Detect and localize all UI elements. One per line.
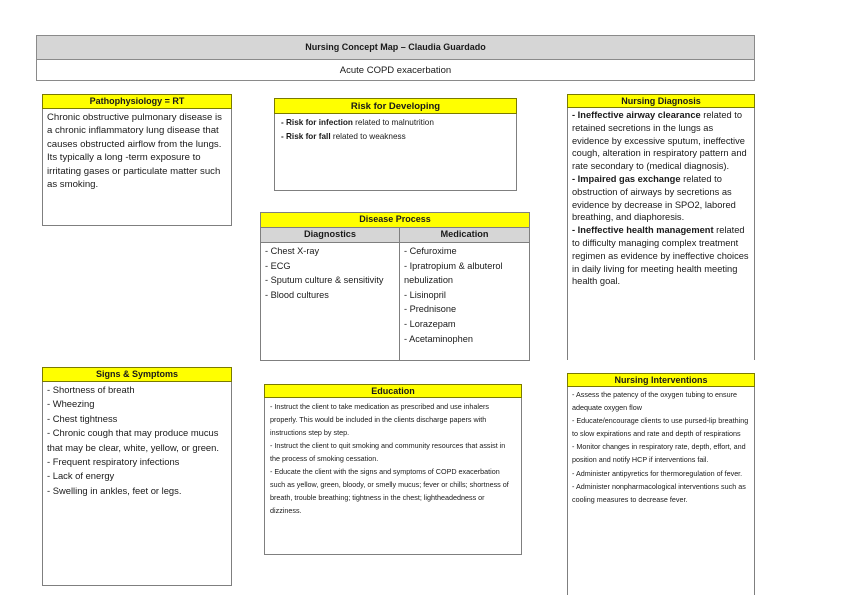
diagnostics-item: - ECG [265,260,291,271]
medication-item: - Ipratropium & albuterol nebulization [404,260,503,286]
diagnostics-list [261,243,399,303]
medication-item: - Lisinopril [404,289,446,300]
symptom-item: - Chronic cough that may produce mucus that may be clear, white, yellow, or green. [47,427,219,453]
nursing-diagnosis-title: Nursing Diagnosis [567,94,755,108]
medication-header: Medication [400,228,529,243]
risk-item-text: related to weakness [330,132,406,141]
disease-process-box [260,212,530,361]
nursing-interventions-title: Nursing Interventions [567,373,755,387]
nursing-diagnosis-list [567,108,755,360]
signs-symptoms-list [42,382,232,586]
risk-item [281,130,510,144]
intervention-item: - Assess the patency of the oxygen tubing to ensure adequate oxygen flow [572,390,738,413]
diagnosis-item-text: related to retained secretions in the lungs as evidence by excessive sputum, ineffective cough, alteration in respiratory pattern and rate secondary to (medical diagnosis). [572,110,747,172]
risk-item-label: - Risk for fall [281,132,331,141]
symptom-item: - Wheezing [47,398,95,410]
risk-item-label: - Risk for infection [281,118,353,127]
medication-column [400,228,529,361]
diagnosis-item-text: related to obstruction of airways by secretions as evidence by decrease in SPO2, labored breathing, and diaphoresis. [572,173,736,223]
risk-item [281,116,510,130]
symptom-item: - Swelling in ankles, feet or legs. [47,484,182,496]
education-box [264,384,522,555]
diagnosis-item-text: related to difficulty managing complex treatment regimen as evidence by ineffective choices in daily living for meeting health meeting health goal. [572,225,749,287]
medication-list [400,243,529,347]
intervention-item: - Monitor changes in respiratory rate, depth, effort, and position and notify HCP if interventions fail. [572,442,746,465]
pathophysiology-box [42,94,232,226]
education-item: - Educate the client with the signs and symptoms of COPD exacerbation such as yellow, green, bloody, or smelly mucus; fever or chills; shortness of breath, trouble breathing; tightness in the chest; lightheadedness or dizziness. [270,467,509,515]
nursing-interventions-list [567,387,755,595]
education-item: - Instruct the client to take medication as prescribed and use inhalers properly. This would be included in the clients discharge papers with instructions step by step. [270,402,489,437]
education-item: - Instruct the client to quit smoking and community resources that assist in the process of smoking cessation. [270,441,506,463]
intervention-item: - Educate/encourage clients to use pursed-lip breathing to slow expirations and rate and depth of respirations [572,416,749,439]
signs-symptoms-box [42,367,232,586]
medication-item: - Acetaminophen [404,333,473,344]
diagnosis-item [572,173,750,224]
disease-process-columns [261,228,529,361]
education-title: Education [264,384,522,398]
risk-item-text: related to malnutrition [352,118,434,127]
intervention-item: - Administer antipyretics for thermoregulation of fever. [572,468,743,478]
diagnosis-item [572,224,750,288]
diagnosis-item-label: - Ineffective health management [572,225,714,236]
symptom-item: - Lack of energy [47,470,115,482]
intervention-item: - Administer nonpharmacological interventions such as cooling measures to decrease fever. [572,481,746,504]
signs-symptoms-title: Signs & Symptoms [42,367,232,382]
pathophysiology-text: Chronic obstructive pulmonary disease is a chronic inflammatory lung disease that causes obstructed airflow from the lungs. Its typically a long -term exposure to irritating gases or particulate matter such as smoking. [42,109,232,226]
nursing-diagnosis-box [567,94,755,360]
education-list [264,398,522,555]
page-subtitle: Acute COPD exacerbation [339,65,452,76]
disease-process-title: Disease Process [261,213,529,228]
medication-item: - Lorazepam [404,318,456,329]
diagnosis-item [572,109,750,173]
diagnosis-item-label: - Impaired gas exchange [572,173,681,184]
pathophysiology-title: Pathophysiology = RT [42,94,232,109]
diagnostics-column [261,228,400,361]
symptom-item: - Frequent respiratory infections [47,456,180,468]
symptom-item: - Shortness of breath [47,384,135,395]
diagnostics-item: - Sputum culture & sensitivity [265,275,384,286]
medication-item: - Cefuroxime [404,246,457,256]
diagnostics-item: - Blood cultures [265,289,329,300]
nursing-interventions-box [567,373,755,595]
title-block [36,35,755,81]
risk-list [274,114,517,191]
medication-item: - Prednisone [404,304,457,315]
symptom-item: - Chest tightness [47,412,118,424]
risk-for-developing-title: Risk for Developing [274,98,517,114]
diagnosis-item-label: - Ineffective airway clearance [572,110,701,120]
diagnostics-header: Diagnostics [261,228,399,243]
page-title: Nursing Concept Map – Claudia Guardado [37,36,754,60]
diagnostics-item: - Chest X-ray [265,246,320,256]
risk-for-developing-box [274,98,517,191]
